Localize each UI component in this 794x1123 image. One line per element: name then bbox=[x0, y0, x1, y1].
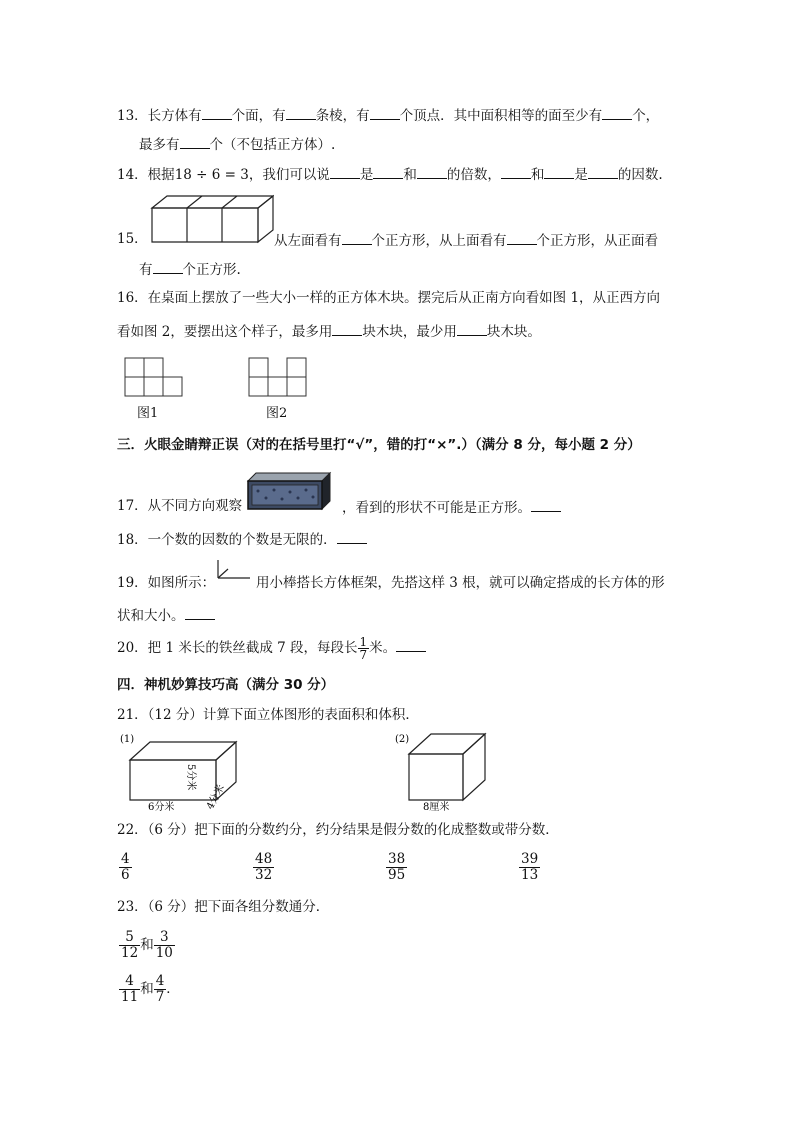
question-14 bbox=[117, 163, 663, 185]
fraction-numerator: 4 bbox=[155, 973, 165, 989]
fraction-item bbox=[119, 852, 132, 883]
question-15-text bbox=[274, 229, 658, 251]
fraction-item bbox=[386, 852, 407, 883]
fraction-denominator: 7 bbox=[155, 989, 165, 1005]
q15-text: 有 bbox=[139, 262, 153, 278]
fraction bbox=[386, 852, 407, 883]
answer-blank[interactable] bbox=[531, 496, 561, 512]
question-18 bbox=[117, 528, 367, 550]
figure-label: (2) bbox=[395, 734, 410, 745]
three-cubes-figure bbox=[146, 192, 274, 244]
q14-text: ，我们可以说 bbox=[248, 167, 330, 183]
fraction-item bbox=[253, 852, 274, 883]
answer-blank[interactable] bbox=[544, 163, 574, 179]
answer-blank[interactable] bbox=[373, 163, 403, 179]
fraction bbox=[253, 852, 274, 883]
q17-text: ，看到的形状不可能是正方形。 bbox=[342, 500, 531, 516]
figure-1-front-view bbox=[124, 356, 184, 398]
fraction-numerator: 4 bbox=[121, 851, 130, 867]
question-13 bbox=[117, 104, 659, 126]
q15-text: 从左面看有 bbox=[274, 233, 342, 249]
fraction bbox=[358, 636, 370, 661]
cuboid-figure-1 bbox=[116, 730, 256, 814]
question-23 bbox=[117, 897, 329, 917]
question-13-cont bbox=[139, 133, 335, 155]
fraction bbox=[519, 852, 540, 883]
width-label: 4分米 bbox=[204, 782, 228, 812]
fraction-denominator: 7 bbox=[359, 648, 368, 662]
fraction bbox=[154, 974, 167, 1005]
q20-text: 米。 bbox=[369, 640, 397, 656]
q14-text: 的因数. bbox=[617, 167, 663, 183]
answer-blank[interactable] bbox=[507, 229, 537, 245]
q13-text: 13．长方体有 bbox=[117, 108, 202, 124]
q18-text: 18．一个数的因数的个数是无限的． bbox=[117, 532, 337, 548]
q15-text: 个正方形. bbox=[182, 262, 241, 278]
q15-number: 15． bbox=[117, 231, 148, 247]
section-4-heading: 四．神机妙算技巧高（满分 30 分） bbox=[117, 677, 335, 693]
answer-blank[interactable] bbox=[332, 320, 362, 336]
answer-blank[interactable] bbox=[202, 104, 232, 120]
and-text: 和 bbox=[140, 981, 154, 997]
answer-blank[interactable] bbox=[501, 163, 531, 179]
fraction-denominator: 6 bbox=[121, 867, 130, 883]
fraction-numerator: 5 bbox=[125, 929, 134, 945]
question-16 bbox=[117, 288, 660, 308]
question-17 bbox=[117, 496, 242, 516]
answer-blank[interactable] bbox=[153, 258, 183, 274]
answer-blank[interactable] bbox=[342, 229, 372, 245]
q13-text: 个（不包括正方体）. bbox=[209, 137, 336, 153]
answer-blank[interactable] bbox=[457, 320, 487, 336]
figure-1-caption: 图1 bbox=[137, 406, 159, 421]
edge-label: 8厘米 bbox=[423, 802, 450, 813]
answer-blank[interactable] bbox=[396, 636, 426, 652]
answer-blank[interactable] bbox=[370, 104, 400, 120]
q23-text: 23．（6 分）把下面各组分数通分． bbox=[117, 899, 330, 915]
q13-text: 个面，有 bbox=[231, 108, 286, 124]
fraction bbox=[154, 930, 175, 961]
q14-text: 是 bbox=[574, 167, 588, 183]
q16-text: 16．在桌面上摆放了一些大小一样的正方体木块。摆完后从正南方向看如图 1，从正西方向 bbox=[117, 290, 661, 306]
fraction bbox=[119, 930, 140, 961]
question-20 bbox=[117, 636, 426, 661]
q14-text: 是 bbox=[359, 167, 374, 183]
length-label: 6分米 bbox=[148, 802, 175, 813]
fraction bbox=[119, 852, 132, 883]
fraction-denominator: 10 bbox=[155, 945, 173, 961]
answer-blank[interactable] bbox=[185, 604, 215, 620]
fraction-pair-2 bbox=[119, 974, 180, 1005]
q13-text: 个顶点．其中面积相等的面至少有 bbox=[399, 108, 603, 124]
answer-blank[interactable] bbox=[417, 163, 447, 179]
section-3-heading: 三．火眼金睛辩正误（对的在括号里打“√”，错的打“×”.）（满分 8 分，每小题 2 分） bbox=[117, 437, 641, 453]
fraction-denominator: 95 bbox=[388, 867, 406, 883]
q19-text: 19．如图所示： bbox=[117, 575, 216, 591]
q14-expression: 18 ÷ 6 = 3 bbox=[174, 167, 249, 183]
cube-figure-2 bbox=[393, 730, 493, 814]
answer-blank[interactable] bbox=[602, 104, 632, 120]
answer-blank[interactable] bbox=[330, 163, 360, 179]
q14-text: 和 bbox=[530, 167, 545, 183]
fraction-numerator: 39 bbox=[521, 851, 539, 867]
and-text: 和 bbox=[140, 937, 154, 953]
q14-text: 的倍数， bbox=[446, 167, 501, 183]
q15-text: 个正方形，从正面看 bbox=[536, 233, 658, 249]
figure-label: (1) bbox=[120, 734, 135, 745]
fraction-denominator: 32 bbox=[255, 867, 273, 883]
q14-text: 和 bbox=[403, 167, 417, 183]
three-sticks-figure bbox=[214, 556, 254, 586]
fraction bbox=[119, 974, 140, 1005]
period-text: ． bbox=[166, 981, 180, 997]
answer-blank[interactable] bbox=[180, 133, 210, 149]
question-21 bbox=[117, 705, 419, 725]
fraction-numerator: 3 bbox=[159, 929, 169, 945]
height-label: 5分米 bbox=[185, 764, 196, 791]
question-15-cont bbox=[139, 258, 241, 280]
q14-text: 14．根据 bbox=[117, 167, 175, 183]
question-19 bbox=[117, 573, 215, 593]
question-17-text bbox=[342, 496, 561, 518]
fraction-item bbox=[519, 852, 540, 883]
q19-text: 状和大小。 bbox=[117, 608, 185, 624]
answer-blank[interactable] bbox=[588, 163, 618, 179]
q19-text: 用小棒搭长方体框架，先搭这样 3 根，就可以确定搭成的长方体的形 bbox=[256, 575, 665, 591]
q16-text: 块木块。 bbox=[486, 324, 541, 340]
cuboid-photo bbox=[244, 471, 332, 513]
q15-text: 个正方形，从上面看有 bbox=[371, 233, 507, 249]
answer-blank[interactable] bbox=[337, 528, 367, 544]
q16-text: 看如图 2，要摆出这个样子，最多用 bbox=[117, 324, 333, 340]
fraction-numerator: 1 bbox=[359, 635, 368, 649]
q16-text: 块木块，最少用 bbox=[362, 324, 457, 340]
q17-text: 17．从不同方向观察 bbox=[117, 498, 243, 514]
q13-text: 最多有 bbox=[139, 137, 180, 153]
question-15 bbox=[117, 229, 148, 249]
fraction-denominator: 12 bbox=[121, 945, 139, 961]
figure-2-caption: 图2 bbox=[266, 406, 288, 421]
fraction-numerator: 4 bbox=[125, 973, 134, 989]
figure-2-side-view bbox=[247, 356, 307, 398]
question-16-cont bbox=[117, 320, 541, 342]
fraction-denominator: 11 bbox=[121, 989, 139, 1005]
q21-text: 21．（12 分）计算下面立体图形的表面积和体积． bbox=[117, 707, 419, 723]
fraction-pair-1 bbox=[119, 930, 175, 961]
q20-text: 20．把 1 米长的铁丝截成 7 段，每段长 bbox=[117, 640, 358, 656]
q13-text: 条棱，有 bbox=[315, 108, 370, 124]
q13-text: 个， bbox=[632, 108, 660, 124]
fraction-denominator: 13 bbox=[521, 867, 539, 883]
q22-text: 22．（6 分）把下面的分数约分，约分结果是假分数的化成整数或带分数． bbox=[117, 822, 559, 838]
question-19-text bbox=[256, 573, 665, 593]
question-19-cont bbox=[117, 604, 215, 626]
fraction-numerator: 38 bbox=[388, 851, 406, 867]
question-22 bbox=[117, 820, 559, 840]
answer-blank[interactable] bbox=[286, 104, 316, 120]
fraction-numerator: 48 bbox=[255, 851, 273, 867]
